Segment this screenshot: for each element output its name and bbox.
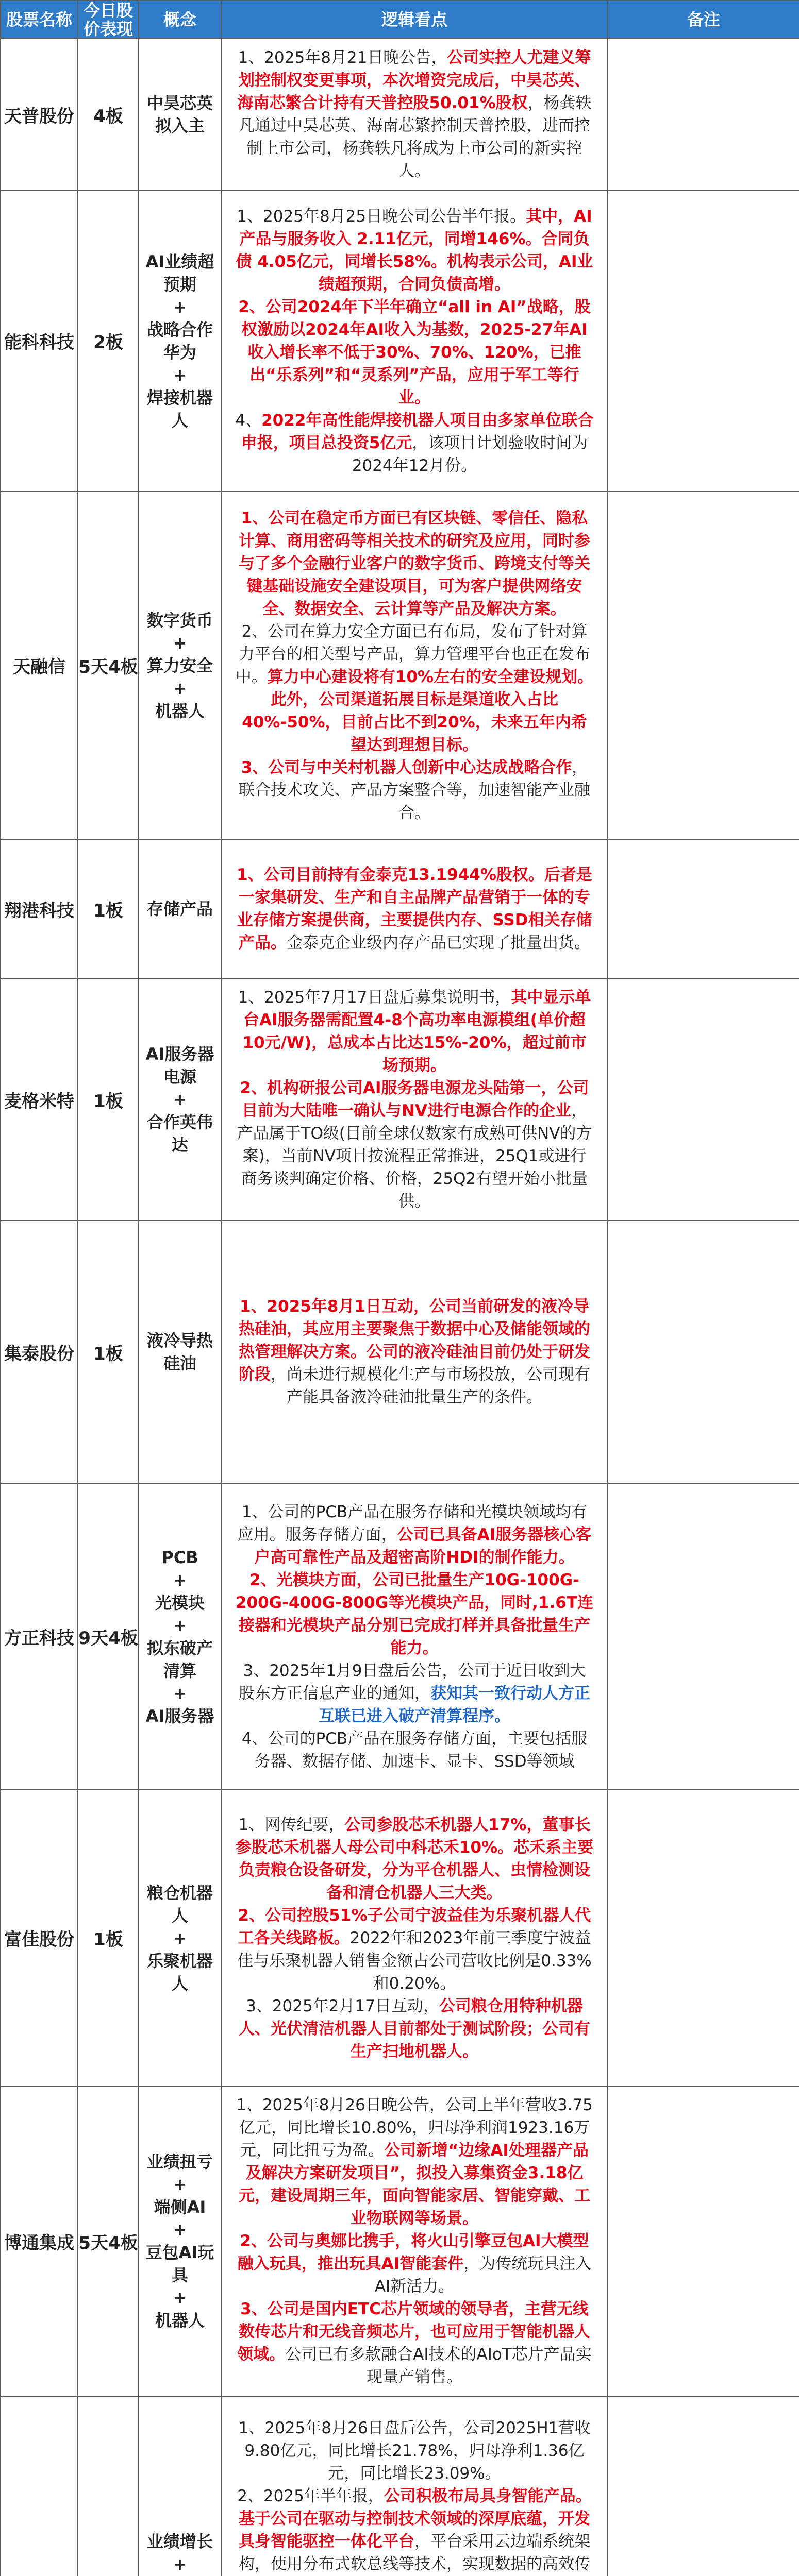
logic-cell: [221, 1221, 608, 1483]
logic-paragraph: [235, 296, 594, 409]
header-stock-name: 股票名称: [1, 1, 78, 39]
concept-cell: [139, 1790, 221, 2086]
logic-text: 公司参股芯禾机器人17%，董事长参股芯禾机器人母公司中科芯禾10%。芯禾系主要负责粮仓设备研发，分为平仓机器人、虫情检测设备和清仓机器人三大类。: [235, 1815, 594, 1902]
table-row: [1, 39, 799, 190]
logic-text: 1、网传纪要，: [238, 1815, 345, 1834]
logic-paragraph: [235, 1995, 594, 2063]
stock-name-cell: 博通集成: [1, 2086, 78, 2396]
note-cell: [608, 492, 799, 839]
table-row: [1, 190, 799, 492]
concept-text: 数字货币 + 算力安全 + 机器人: [146, 610, 213, 721]
concept-text: AI服务器电源 + 合作英伟达: [145, 1044, 214, 1155]
stock-name-cell: 天普股份: [1, 39, 78, 190]
logic-cell: [221, 190, 608, 492]
logic-paragraph: [235, 863, 594, 954]
logic-text: 1、公司目前持有金泰克13.1944%股权。后者是一家集研发、生产和自主品牌产品营销于一体的专业存储方案提供商，主要提供内存、SSD相关存储产品。: [237, 866, 592, 952]
logic-text: 金泰克企业级内存产品已实现了批量出货。: [287, 934, 590, 952]
logic-text: 2、机构研报公司AI服务器电源龙头陆第一，公司目前为大陆唯一确认与NV进行电源合作的企业: [240, 1079, 589, 1120]
note-cell: [608, 1790, 799, 2086]
board-cell: 9天4板: [78, 1483, 139, 1790]
logic-text: 1、2025年8月26日晚公告，公司上半年营收3.75亿元，同比增长10.80%，归母净利润1923.16万元，同比扭亏为盈。: [236, 2096, 593, 2160]
logic-paragraph: [235, 620, 594, 756]
note-cell: [608, 978, 799, 1221]
logic-paragraph: [235, 986, 594, 1077]
logic-text: 2、2025年半年报，: [237, 2487, 384, 2505]
concept-cell: [139, 1221, 221, 1483]
logic-paragraph: [235, 2230, 594, 2298]
logic-text: 4、: [235, 411, 262, 430]
stock-name-cell: 天融信: [1, 492, 78, 839]
logic-paragraph: [235, 1904, 594, 1995]
logic-paragraph: [235, 2094, 594, 2230]
board-cell: 1板: [78, 1790, 139, 2086]
logic-text: 1、公司在稳定币方面已有区块链、零信任、隐私计算、商用密码等相关技术的研究及应用，同时参与了多个金融行业客户的数字货币、跨境支付等关键基础设施安全建设项目，可为客户提供网络安全、数据安全、云计算等产品及解决方案。: [239, 509, 590, 618]
board-cell: 2板: [78, 190, 139, 492]
board-cell: 1板: [78, 839, 139, 978]
logic-text: 公司新增“边缘AI处理器产品及解决方案研发项目”，拟投入募集资金3.18亿元，建设周期三年，面向智能家居、智能穿戴、工业物联网等场景。: [239, 2141, 590, 2228]
concept-cell: [139, 2086, 221, 2396]
logic-text: 1、2025年8月26日盘后公告，公司2025H1营收9.80亿元，同比增长21.78%，归母净利1.36亿元，同比增长23.09%。: [238, 2419, 591, 2483]
concept-cell: [139, 1483, 221, 1790]
table-row: [1, 2396, 799, 2576]
logic-paragraph: [235, 205, 594, 296]
table-row: [1, 2086, 799, 2396]
logic-text: 4、公司的PCB产品在服务存储方面，主要包括服务器、数据存储、加速卡、显卡、SSD等领域: [241, 1729, 588, 1771]
logic-paragraph: [235, 2417, 594, 2485]
logic-text: 2022年和2023年前三季度宁波益佳与乐聚机器人销售金额占公司营收比例是0.33%和0.20%。: [237, 1928, 592, 1993]
note-cell: [608, 2396, 799, 2576]
header-concept: 概念: [139, 1, 221, 39]
logic-text: 2、公司2024年下半年确立“all in AI”战略，股权激励以2024年AI收入为基数，2025-27年AI收入增长率不低于30%、70%、120%，已推出“乐系列”和“灵系列”产品，应用于军工等行业。: [238, 297, 591, 407]
logic-text: 3、公司与中关村机器人创新中心达成战略合作: [241, 758, 572, 777]
logic-text: ，尚未进行规模化生产与市场投放，公司现有产能具备液冷硅油批量生产的条件。: [271, 1365, 590, 1406]
logic-text: 2、公司控股51%子公司宁波益佳为乐聚机器人代工各关线路板。: [238, 1906, 591, 1947]
stock-name-cell: 集泰股份: [1, 1221, 78, 1483]
stock-name-cell: 能科科技: [1, 190, 78, 492]
logic-text: ，平台采用云边端系统架构，使用分布式软总线等技术，实现数据的高效传: [239, 2532, 590, 2573]
header-logic: 逻辑看点: [221, 1, 608, 39]
header-note: 备注: [608, 1, 799, 39]
table-row: [1, 839, 799, 978]
logic-paragraph: [235, 1727, 594, 1773]
logic-text: 1、2025年8月25日晚公司公告半年报。: [237, 207, 526, 226]
logic-text: 3、公司是国内ETC芯片领域的领导者，主营无线数传芯片和无线音频芯片，也可应用于智能机器人领域。: [237, 2300, 590, 2364]
logic-text: 公司粮仓用特种机器人、光伏清洁机器人目前都处于测试阶段；公司有生产扫地机器人。: [239, 1996, 590, 2061]
logic-text: 公司实控人尤建义筹划控制权变更事项，本次增资完成后，中昊芯英、海南芯繁合计持有天普控股50.01%股权: [237, 48, 591, 112]
table-row: [1, 978, 799, 1221]
table-row: [1, 1483, 799, 1790]
logic-paragraph: [235, 409, 594, 477]
logic-text: ，该项目计划验收时间为2024年12月份。: [352, 433, 588, 475]
board-cell: 5天4板: [78, 2086, 139, 2396]
table-row: [1, 1790, 799, 2086]
concept-text: 业绩增长 +: [146, 2532, 213, 2574]
logic-text: ，联合技术攻关、产品方案整合等，加速智能产业融合。: [239, 758, 590, 822]
logic-text: 3、2025年2月17日互动，: [246, 1996, 439, 2015]
stock-name-cell: 富佳股份: [1, 1790, 78, 2086]
concept-text: 业绩扭亏 + 端侧AI + 豆包AI玩具 + 机器人: [145, 2152, 214, 2330]
stock-name-cell: 麦格米特: [1, 978, 78, 1221]
concept-cell: [139, 978, 221, 1221]
logic-text: 2、光模块方面，公司已批量生产10G-100G-200G-400G-800G等光模块产品，同时,1.6T连接器和光模块产品分别已完成打样并具备批量生产能力。: [235, 1570, 594, 1657]
concept-text: PCB + 光模块 + 拟东破产清算 + AI服务器: [145, 1547, 214, 1726]
logic-cell: [221, 978, 608, 1221]
stock-name-cell: 方正科技: [1, 1483, 78, 1790]
stock-name-cell: 翔港科技: [1, 839, 78, 978]
logic-cell: [221, 1790, 608, 2086]
logic-paragraph: [235, 2298, 594, 2388]
table-row: [1, 492, 799, 839]
logic-text: 3、2025年1月9日盘后公告，公司于近日收到大股东方正信息产业的通知，: [239, 1661, 586, 1703]
concept-cell: [139, 839, 221, 978]
logic-text: 公司已具备AI服务器核心客户高可靠性产品及超密高阶HDI的制作能力。: [254, 1525, 592, 1567]
note-cell: [608, 39, 799, 190]
concept-text: 液冷导热硅油: [146, 1331, 213, 1373]
concept-cell: [139, 2396, 221, 2576]
stock-name-cell: [1, 2396, 78, 2576]
logic-text: 1、2025年8月1日互动，公司当前研发的液冷导热硅油，其应用主要聚焦于数据中心及储能领域的热管理解决方案。公司的液冷硅油目前仍处于研发阶段: [239, 1297, 590, 1384]
note-cell: [608, 839, 799, 978]
board-cell: 1板: [78, 1221, 139, 1483]
logic-text: 算力中心建设将有10%左右的安全建设规划。此外，公司渠道拓展目标是渠道收入占比40%-50%，目前占比不到20%，未来五年内希望达到理想目标。: [242, 667, 594, 754]
concept-text: AI业绩超预期 + 战略合作华为 + 焊接机器人: [145, 251, 214, 430]
board-cell: 1板: [78, 978, 139, 1221]
logic-text: ，杨龚轶凡通过中昊芯英、海南芯繁控制天普控股，进而控制上市公司，杨龚轶凡将成为上市公司的新实控人。: [239, 94, 592, 180]
logic-text: 2、公司与奥娜比携手，将火山引擎豆包AI大模型融入玩具，推出玩具AI智能套件: [237, 2232, 589, 2273]
logic-paragraph: [235, 2485, 594, 2576]
logic-paragraph: [235, 1659, 594, 1727]
logic-paragraph: [235, 1814, 594, 1904]
logic-cell: [221, 492, 608, 839]
logic-cell: [221, 39, 608, 190]
note-cell: [608, 2086, 799, 2396]
logic-paragraph: [235, 1501, 594, 1569]
board-cell: [78, 2396, 139, 2576]
note-cell: [608, 1221, 799, 1483]
logic-paragraph: [235, 756, 594, 824]
board-cell: 4板: [78, 39, 139, 190]
logic-text: 公司积极布局具身智能产品。基于公司在驱动与控制技术领域的深厚底蕴，开发具身智能驱控一体化平台: [239, 2487, 592, 2551]
logic-paragraph: [235, 1569, 594, 1659]
logic-text: 1、公司的PCB产品在服务存储和光模块领域均有应用。服务存储方面，: [237, 1502, 588, 1544]
logic-paragraph: [235, 1295, 594, 1409]
concept-text: 存储产品: [146, 899, 213, 919]
table-row: [1, 1221, 799, 1483]
concept-text: 粮仓机器人 + 乐聚机器人: [146, 1883, 213, 1993]
note-cell: [608, 190, 799, 492]
logic-text: 公司已有多款融合AI技术的AIoT芯片产品实现量产销售。: [285, 2345, 592, 2386]
concept-cell: [139, 39, 221, 190]
concept-text: 中昊芯英 拟入主: [146, 93, 213, 135]
logic-text: 1、2025年8月21日晚公告，: [238, 48, 447, 67]
logic-cell: [221, 2086, 608, 2396]
board-cell: 5天4板: [78, 492, 139, 839]
logic-paragraph: [235, 507, 594, 620]
logic-cell: [221, 839, 608, 978]
note-cell: [608, 1483, 799, 1790]
logic-text: 其中显示单台AI服务器需配置4-8个高功率电源模组(单价超 10元/W)，总成本占比达15%-20%，超过前市场预期。: [242, 988, 591, 1075]
concept-cell: [139, 492, 221, 839]
concept-cell: [139, 190, 221, 492]
logic-text: 其中，AI产品与服务收入 2.11亿元，同增146%。合同负债 4.05亿元，同增长58%。机构表示公司，AI业绩超预期，合同负债高增。: [236, 207, 593, 294]
header-board: 今日股价表现: [78, 1, 139, 39]
logic-paragraph: [235, 1077, 594, 1213]
logic-text: 2022年高性能焊接机器人项目由多家单位联合申报，项目总投资5亿元: [241, 411, 594, 452]
table-header-row: [1, 1, 799, 39]
logic-text: 获知其一致行动人方正互联已进入破产清算程序。: [319, 1684, 590, 1725]
logic-cell: [221, 1483, 608, 1790]
logic-text: 2、公司在算力安全方面已有布局，发布了针对算力平台的相关型号产品，算力管理平台也正在发布中。: [235, 622, 590, 686]
logic-text: ，为传统玩具注入AI新活力。: [374, 2255, 592, 2296]
logic-cell: [221, 2396, 608, 2576]
logic-paragraph: [235, 46, 594, 182]
logic-text: ，产品属于TO级(目前全球仅数家有成熟可供NV的方案)，当前NV项目按流程正常推进，25Q1或进行商务谈判确定价格、价格，25Q2有望开始小批量供。: [237, 1101, 592, 1211]
logic-text: 1、2025年7月17日盘后募集说明书，: [238, 988, 511, 1007]
